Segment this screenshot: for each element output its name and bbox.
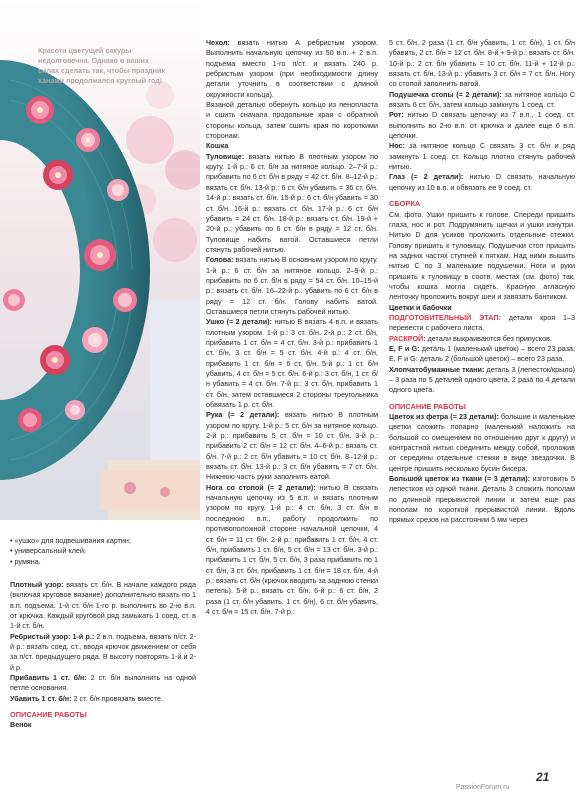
paragraph: Голова: вязать нитью В основным узором по кругу. 1-й р.: 6 ст. б/н за нитяное кольцо. 2–9-й р.: прибавить по 6 ст. б/н в ряду = 54 ст. б/н. 10–15-й р.: вязать ст. б/н. 16–22-й р.: убавить по 6 ст. б/н в ряду = 12 ст. б/н. Голову набить ватой. Оставшиеся петли стянуть рабочей нитью. [206,255,378,316]
text-column-3 [389,38,575,526]
term-label: Цветок из фетра (= 23 детали): [389,412,499,422]
paragraph: Большой цветок из ткани (= 3 детали): изготовить 5 лепестков из одной ткани. Деталь 3 сложить пополам по длинной прерывистой линии и затем еще раз пополам по короткой прерывистой линии. Вдоль прямых срезов на расстоянии 5 мм через [389,474,575,525]
term-label: Чехол: [206,38,230,47]
paragraph: Ребристый узор: 1-й р.: 2 в.п. подъема, вязать п/ст. 2-й р.: вязать соед. ст., вводя крючок движением от себя за п/ст. предыдущего ряда. В высоту повторять 1-й и 2-й р. [10,631,196,672]
photo-caption: Красота цветущей сакуры недолговечна. Однако в ваших силах сделать так, чтобы праздник ханами продолжался круглый год! [38,46,166,85]
section-heading: СБОРКА [389,199,421,209]
paragraph: Ушко (= 2 детали): нитью В вязать 4 в.п. и вязать плотным узором. 1-й р.: 3 ст. б/н. 2-й р.: 2 ст. б/н, прибавить 1 ст. б/н = 4 ст. б/н. 3-й р.: прибавить 1 ст. б/н, 3 ст. б/н = 5 ст. б/н. 4-й р.: 4 ст. б/н, прибавить 1 ст. б/н = 6 ст. б/н. 5-й р.: 1 ст. б/н убавить, 4 ст. б/н = 5 ст. б/н. 6-й р.: 3 ст. б/н, 1 ст. б/н убавить = 4 ст. б/н. 7-й р.: 3 ст. б/н, прибавить 1 ст. б/н, затем оставшиеся 2 стороны треугольника обвязать 1 р. ст. б/н. [206,317,378,410]
term-label: Кошка [206,141,229,151]
term-label: Подушечка стопы (= 2 детали): [389,89,502,99]
list-item: • универсальный клей; [10,546,86,556]
term-label: Туловище: [206,151,245,161]
text-column-2 [206,38,378,617]
label-highlight: РАСКРОЙ: [389,333,426,343]
term-label: Нога со стопой (= 2 детали): [206,482,316,492]
label-highlight: ПОДГОТОВИТЕЛЬНЫЙ ЭТАП: [389,312,501,322]
paragraph: См. фото. Ушки пришить к голове. Спереди пришить глаза, нос и рот. Подрумянить щечки и ушки изнутри. Нитью D для усиков проложить отдельные стежки. Голову пришить к туловищу. Подушечки стоп пришить на задних частях ступней к пяткам. Над ними вышить нитью С по 3 маленькие подушечки. Ноги и руки пришить к туловищу в соотв. местах (см. фото) так, чтобы кошка могла сидеть. Красную атласную ленточку проложить вокруг шеи и завязать бантиком. [389,209,575,302]
page-number: 21 [536,770,550,784]
watermark: PassionForum.ru [456,784,510,791]
term-label: Рука (= 2 детали): [206,410,280,420]
list-item: • румяна. [10,556,41,566]
paragraph [10,720,196,730]
term-label: Цветки и бабочки [389,302,452,312]
paragraph: 5 ст. б/н, 2 раза (1 ст. б/н убавить, 1 ст. б/н), 1 ст. б/н убавить, 2 ст. б/н = 12 ст. б/н. 8-й + 9-й р.: вязать ст. б/н. 10-й р.: 2 ст. б/н убавить = 10 ст. б/н. 11-й + 12-й р.: вязать ст. б/н. 13-й р.: убавить 3 ст. б/н = 7 ст. б/н. Ногу со стопой заполнить ватой. [389,38,575,89]
paragraph: Нога со стопой (= 2 детали): нитью В связать начальную цепочку из 5 в.п. и вязать плотным узором по кругу. 1-й р.: 4 ст. б/н, 3 ст. б/н в последнюю в.п., работу продолжить по противоположной стороне начальной цепочки, 4 ст. б/н = 11 ст. б/н. 2-й р.: прибавить 1 ст. б/н, 4 ст. б/н, прибавить 1 ст. б/н, 5 ст. б/н = 13 ст. б/н. 3-й р.: прибавить 1 ст. б/н, 5 ст. б/н, 3 раза прибавить по 1 ст. б/н, 3 ст. б/н, прибавить 1 ст. б/н = 18 ст. б/н. 4-й р.: вязать ст. б/н (крючок вводить за заднюю стенки петель). 5-й р.: вязать ст. б/н. 6-й р.: 6 ст. б/н, 2 раза (1 ст. б/н убавить, 1 ст. б/н), 6 ст. б/н убавить, 4 ст. б/н = 15 ст. б/н. 7-й р.: [206,482,379,616]
paragraph: Убавить 1 ст. б/н: 2 ст. б/н провязать вместе. [10,693,163,703]
paragraph: Плотный узор: вязать ст. б/н. В начале каждого ряда (включая круговое вязание) дополнительно вязать по 1 в.п. подъема. 1-й ст. б/н 1-го р. выполнить во 2-ю в.п. от крючка. Каждый круговой ряд замыкать 1 соед. ст. в 1-й ст. б/н. [10,580,197,631]
term-label: Голова: [206,255,234,265]
term-label: Ушко (= 2 детали): [206,317,272,327]
term-label: Нос: [389,141,405,151]
term-label: Венок [10,720,32,730]
wreath-photo [0,0,200,520]
paragraph: Рука (= 2 детали): вязать нитью В плотным узором по кругу. 1-й р.: 5 ст. б/н за нитяное кольцо. 2-й р.: прибавить 5 ст. б/н = 10 ст. б/н. 3-й р.: прибавить 2 ст. б/н = 12 ст. б/н. 4–6-й р.: вязать ст. б/н. 7-й р.: 2 ст. б/н убавить = 10 ст. б/н. 8–12-й р.: вязать ст. б/н. 13-й р.: 3 ст. б/н убавить = 7 ст. б/н. Нижнюю часть руки заполнить ватой. [206,410,379,482]
paragraph: E, F и G: деталь 1 (маленький цветок) – всего 23 раза; E, F и G: деталь 2 (большой цветок) – всего 23 раза. [389,343,576,364]
paragraph: Вязаной деталью обернуть кольцо из пенопласта и сшить сначала продольные края с обратной стороны кольца, затем сшить края по короткими сторонам. [206,100,378,141]
term-label: Рот: [389,110,404,120]
paragraph: ПОДГОТОВИТЕЛЬНЫЙ ЭТАП: детали кроя 1–3 перевести с рабочего листа. [389,312,575,333]
term-label: Плотный узор: [10,580,64,589]
paragraph [389,303,575,313]
paragraph: Туловище: вязать нитью В плотным узором по кругу. 1-й р.: 6 ст. б/н за нитяное кольцо. 2–7-й р.: прибавить по 6 ст. б/н в ряду = 42 ст. б/н. 8–12-й р.: вязать ст. б/н. 13-й р.: 6 ст. б/н убавить = 36 ст. б/н. 14-й р.: вязать ст. б/н. 15-й р.: 6 ст. б/н убавить = 30 ст. б/н. 16-й р.: вязать ст. б/н. 17-й р.: 6 ст. б/н убавить = 24 ст. б/н. 18-й р.: вязать ст. б/н. 19-й + 20-й р.: убавить по 6 ст. б/н в ряду = 12 ст. б/н. Туловище набить ватой. Оставшиеся петли стянуть рабочей нитью. [206,151,378,254]
materials-list [10,536,195,567]
section-heading: ОПИСАНИЕ РАБОТЫ [389,401,466,411]
term-label: Прибавить 1 ст. б/н: [10,673,87,683]
term-label: Большой цветок из ткани (= 3 детали): [389,474,531,484]
paragraph: Прибавить 1 ст. б/н: 2 ст. б/н выполнить на одной петле основания. [10,673,196,693]
paragraph: Хлопчатобумажные ткани: деталь 3 (лепесток/крыло) – 3 раза по 5 деталей одного цвета, 2 раза по 4 детали одного цвета. [389,364,575,395]
paragraph: Глаз (= 2 детали): нитью D связать начальную цепочку из 10 в.п. и обвязать ее 9 соед. ст. [389,172,575,192]
list-item: • «ушко» для подвешивания картин; [10,536,131,545]
term-label: E, F и G: [389,343,420,353]
paragraph: Нос: за нитяное кольцо С связать 3 ст. б/н и ряд замкнуть 1 соед. ст. Кольцо плотно стянуть рабочей нитью. [389,141,575,172]
text-column-1 [10,580,196,731]
paragraph: Рот: нитью D связать цепочку из 7 в.п., 1 соед. ст. выполнить во 2-ю в.п. от крючка и далее еще 6 в.п. цепочки. [389,110,575,141]
section-heading: ОПИСАНИЕ РАБОТЫ [10,710,87,720]
paragraph: Подушечка стопы (= 2 детали): за нитяное кольцо С вязать 6 ст. б/н, затем кольцо замкнуть 1 соед. ст. [389,89,576,110]
term-label: Ребристый узор: 1-й р.: [10,631,95,641]
term-label: Глаз (= 2 детали): [389,172,464,182]
paragraph: Чехол: вязать нитью А ребристым узором. Выполнить начальную цепочку из 50 в.п. + 2 в.п. подъема вместо 1-го п/ст. и вязать 240 р. ребристым узором (при необходимости длину детали уточнить в соответствии с длиной окружности кольца). [206,38,378,99]
paragraph: Цветок из фетра (= 23 детали): большие и маленькие цветки сложить попарно (маленький наложить на большой со смещением по отношению друг к другу) и контрастной нитью соединить между собой, проложив от середины отдельные стежки в виде звездочки. В центре пришить несколько бусин бисера. [389,412,575,473]
term-label: Убавить 1 ст. б/н: [10,693,72,703]
term-label: Хлопчатобумажные ткани: [389,364,485,374]
paragraph [206,141,378,151]
paragraph: РАСКРОЙ: детали выкраиваются без припусков. [389,333,552,343]
